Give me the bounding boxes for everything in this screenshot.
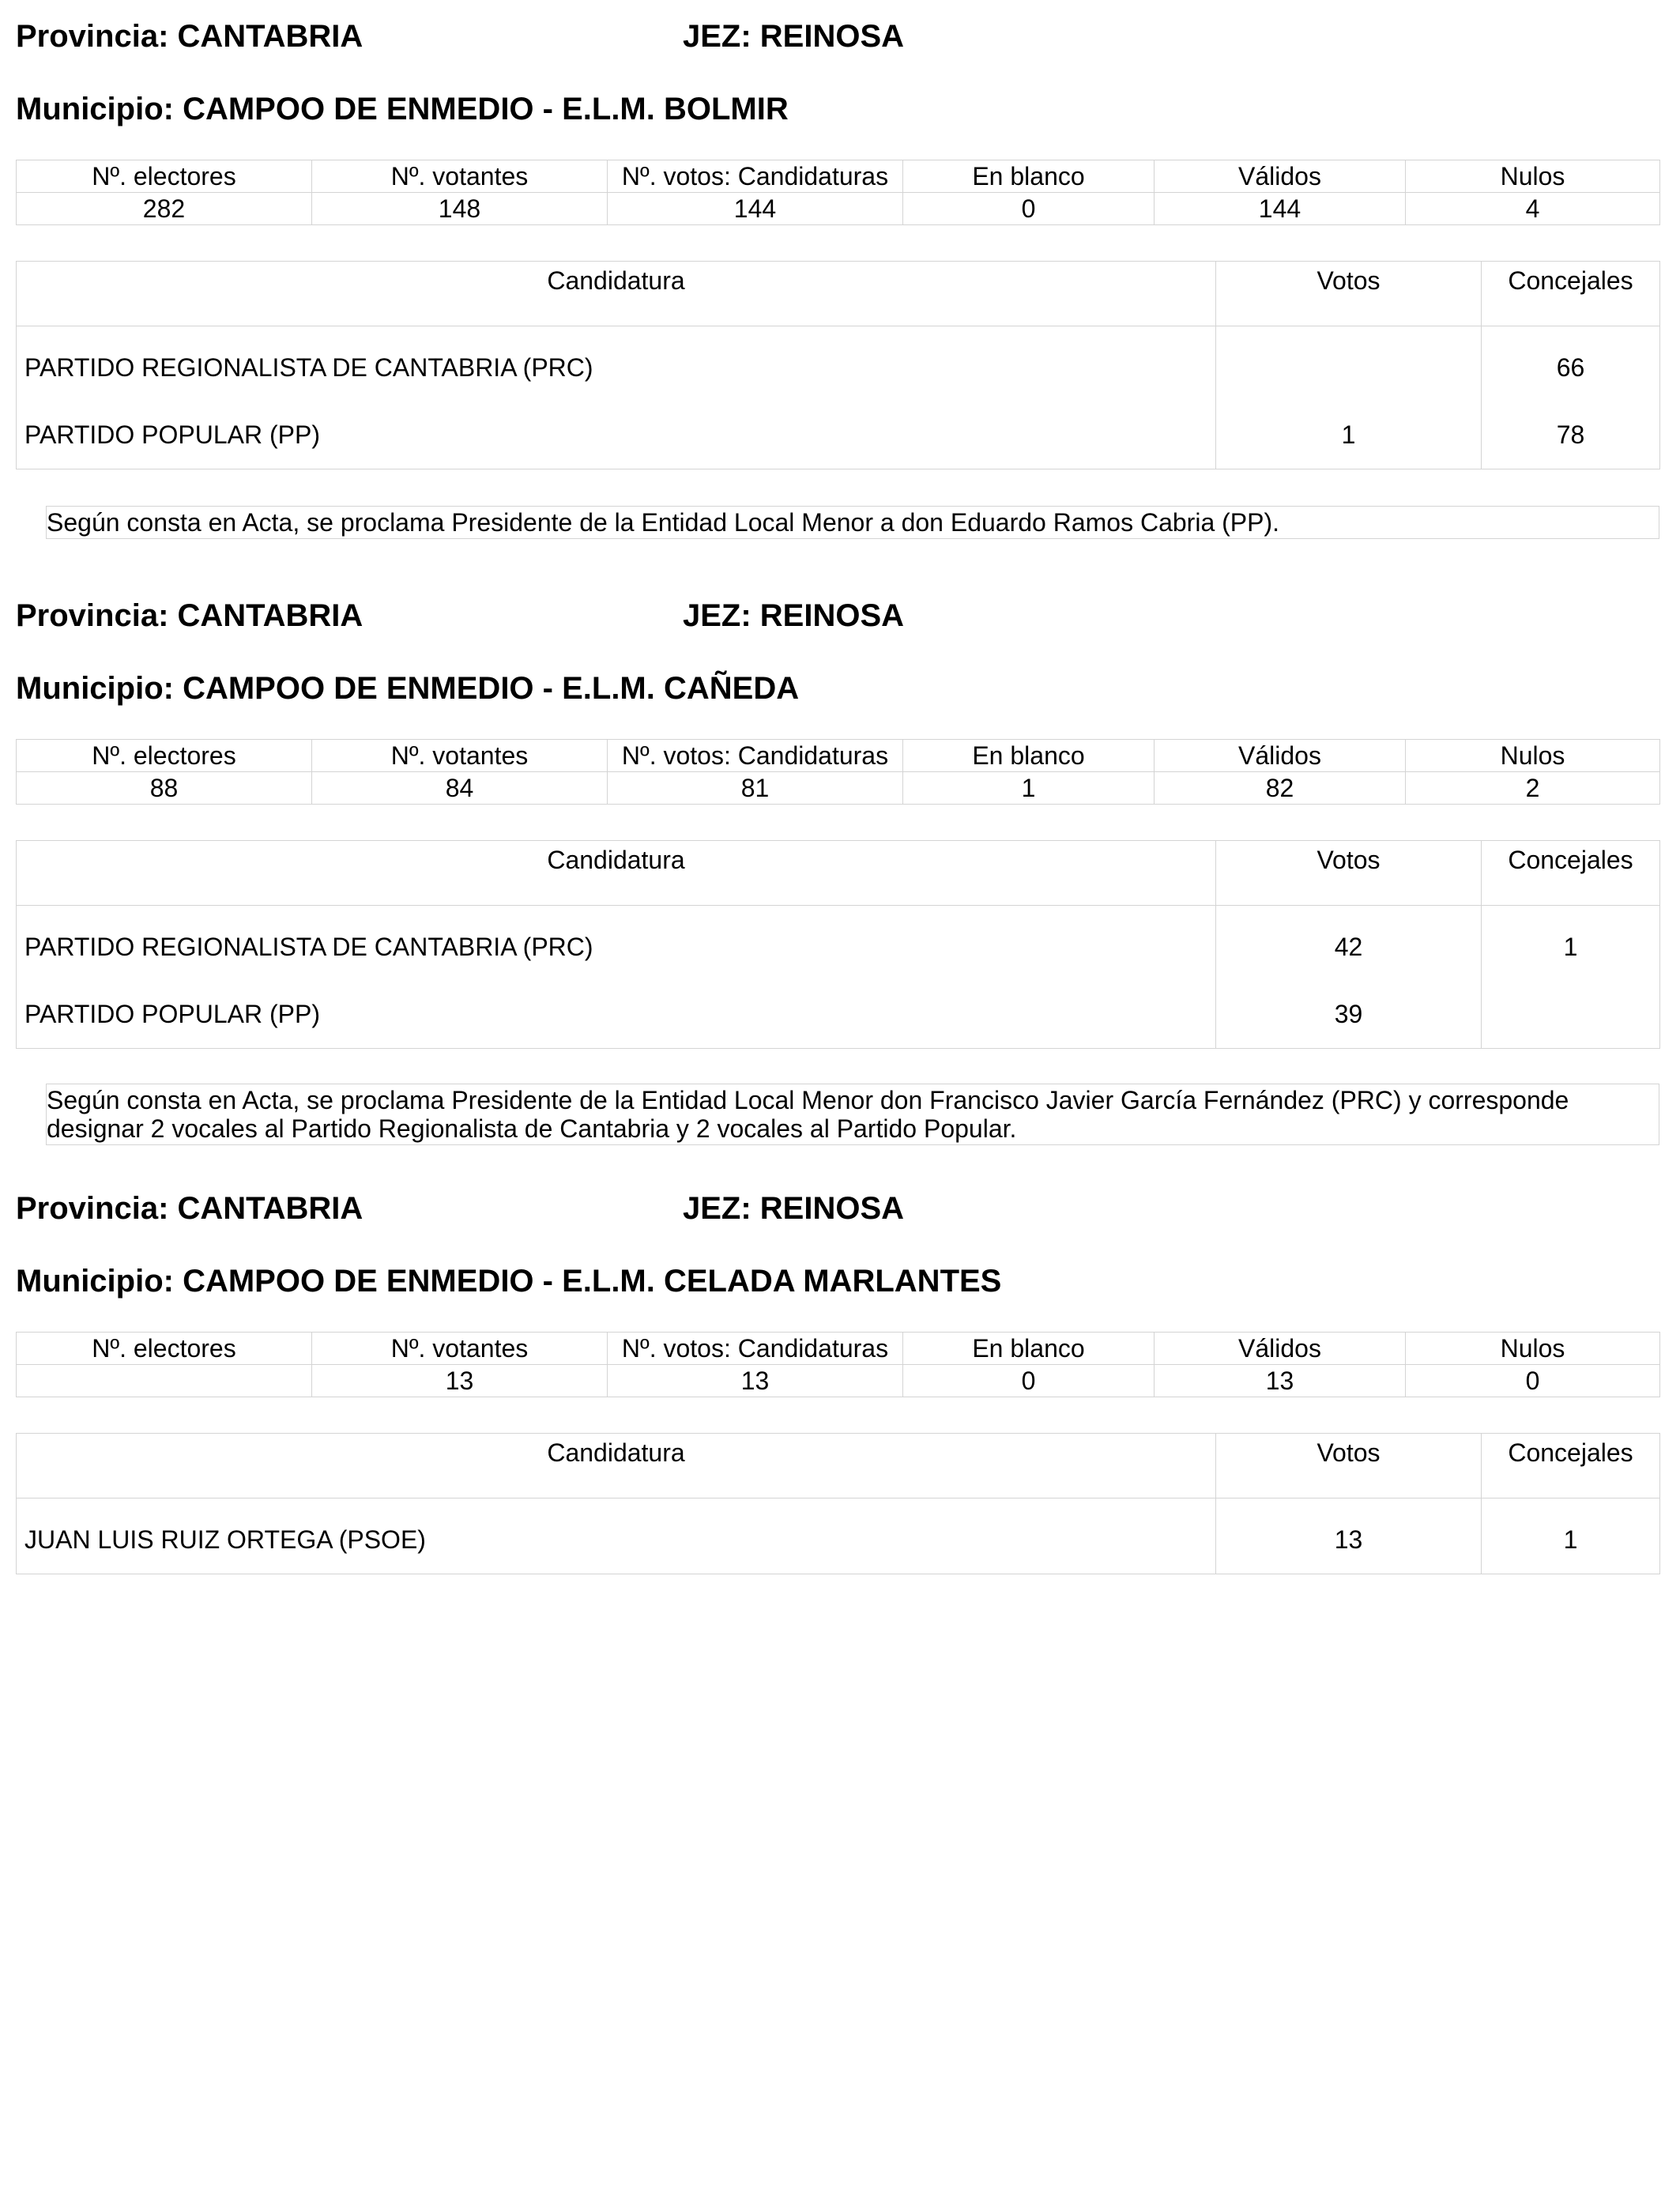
candidatura-table xyxy=(16,261,1660,469)
municipio-heading: Municipio: CAMPOO DE ENMEDIO - E.L.M. BOLMIR xyxy=(16,92,789,126)
concejales-header: Concejales xyxy=(1482,1434,1660,1498)
stats-value-electores: 88 xyxy=(17,772,312,805)
stats-value-votos-candidaturas: 144 xyxy=(608,193,903,225)
stats-value-electores: 282 xyxy=(17,193,312,225)
jez-heading: JEZ: REINOSA xyxy=(683,19,905,54)
stats-value-en-blanco: 1 xyxy=(903,772,1155,805)
votos-header: Votos xyxy=(1216,1434,1482,1498)
provincia-heading: Provincia: CANTABRIA xyxy=(16,598,363,633)
candidatura-votos: 42 xyxy=(1216,906,1482,982)
stats-table xyxy=(16,1332,1660,1397)
stats-header-electores: Nº. electores xyxy=(17,160,312,193)
provincia-heading: Provincia: CANTABRIA xyxy=(16,19,363,54)
stats-header-row xyxy=(17,740,1660,772)
candidatura-header: Candidatura xyxy=(17,841,1216,906)
table-row xyxy=(17,1498,1660,1574)
votos-header: Votos xyxy=(1216,841,1482,906)
stats-header-en-blanco: En blanco xyxy=(903,1333,1155,1365)
stats-value-validos: 13 xyxy=(1155,1365,1406,1397)
stats-header-votantes: Nº. votantes xyxy=(312,740,608,772)
candidatura-header-row xyxy=(17,841,1660,906)
stats-header-validos: Válidos xyxy=(1155,160,1406,193)
stats-value-en-blanco: 0 xyxy=(903,1365,1155,1397)
stats-value-votantes: 84 xyxy=(312,772,608,805)
candidatura-table xyxy=(16,840,1660,1049)
stats-header-votantes: Nº. votantes xyxy=(312,160,608,193)
stats-value-row xyxy=(17,193,1660,225)
stats-header-electores: Nº. electores xyxy=(17,1333,312,1365)
stats-value-votantes: 148 xyxy=(312,193,608,225)
candidatura-header-row xyxy=(17,1434,1660,1498)
stats-value-validos: 82 xyxy=(1155,772,1406,805)
candidatura-header-row xyxy=(17,262,1660,326)
stats-header-validos: Válidos xyxy=(1155,740,1406,772)
stats-value-row xyxy=(17,1365,1660,1397)
stats-header-row xyxy=(17,1333,1660,1365)
candidatura-concejales: 1 xyxy=(1482,906,1660,982)
stats-value-nulos: 0 xyxy=(1406,1365,1660,1397)
candidatura-header: Candidatura xyxy=(17,262,1216,326)
proclamation-note: Según consta en Acta, se proclama Presidente de la Entidad Local Menor don Francisco Javier García Fernández (PRC) y corresponde designar 2 vocales al Partido Regionalista de Cantabria y 2 vocales al Partido Popular. xyxy=(46,1084,1659,1145)
stats-value-row xyxy=(17,772,1660,805)
candidatura-name: JUAN LUIS RUIZ ORTEGA (PSOE) xyxy=(24,1525,426,1554)
concejales-header: Concejales xyxy=(1482,262,1660,326)
stats-header-votos-candidaturas: Nº. votos: Candidaturas xyxy=(608,160,903,193)
jez-heading: JEZ: REINOSA xyxy=(683,598,905,633)
candidatura-votos xyxy=(1216,326,1482,402)
stats-value-nulos: 4 xyxy=(1406,193,1660,225)
table-row xyxy=(17,326,1660,402)
candidatura-votos: 13 xyxy=(1216,1498,1482,1574)
stats-header-nulos: Nulos xyxy=(1406,1333,1660,1365)
stats-value-votantes: 13 xyxy=(312,1365,608,1397)
table-row xyxy=(17,401,1660,469)
candidatura-header: Candidatura xyxy=(17,1434,1216,1498)
votos-header: Votos xyxy=(1216,262,1482,326)
proclamation-note: Según consta en Acta, se proclama Presidente de la Entidad Local Menor a don Eduardo Ramos Cabria (PP). xyxy=(46,506,1659,539)
jez-heading: JEZ: REINOSA xyxy=(683,1191,905,1226)
stats-header-row xyxy=(17,160,1660,193)
candidatura-name: PARTIDO POPULAR (PP) xyxy=(24,1000,320,1028)
candidatura-concejales: 66 xyxy=(1482,326,1660,402)
candidatura-concejales: 1 xyxy=(1482,1498,1660,1574)
candidatura-table xyxy=(16,1433,1660,1574)
municipio-heading: Municipio: CAMPOO DE ENMEDIO - E.L.M. CELADA MARLANTES xyxy=(16,1264,1002,1299)
stats-table xyxy=(16,160,1660,225)
stats-value-validos: 144 xyxy=(1155,193,1406,225)
provincia-heading: Provincia: CANTABRIA xyxy=(16,1191,363,1226)
stats-value-electores xyxy=(17,1365,312,1397)
stats-header-votos-candidaturas: Nº. votos: Candidaturas xyxy=(608,1333,903,1365)
candidatura-votos: 1 xyxy=(1216,401,1482,469)
candidatura-name: PARTIDO REGIONALISTA DE CANTABRIA (PRC) xyxy=(24,353,593,382)
stats-value-en-blanco: 0 xyxy=(903,193,1155,225)
stats-header-votantes: Nº. votantes xyxy=(312,1333,608,1365)
stats-header-electores: Nº. electores xyxy=(17,740,312,772)
stats-value-nulos: 2 xyxy=(1406,772,1660,805)
stats-value-votos-candidaturas: 81 xyxy=(608,772,903,805)
stats-header-en-blanco: En blanco xyxy=(903,160,1155,193)
stats-header-nulos: Nulos xyxy=(1406,160,1660,193)
candidatura-concejales xyxy=(1482,981,1660,1049)
stats-value-votos-candidaturas: 13 xyxy=(608,1365,903,1397)
stats-header-nulos: Nulos xyxy=(1406,740,1660,772)
table-row xyxy=(17,981,1660,1049)
candidatura-name: PARTIDO REGIONALISTA DE CANTABRIA (PRC) xyxy=(24,933,593,961)
municipio-heading: Municipio: CAMPOO DE ENMEDIO - E.L.M. CAÑEDA xyxy=(16,671,800,706)
stats-header-validos: Válidos xyxy=(1155,1333,1406,1365)
candidatura-name: PARTIDO POPULAR (PP) xyxy=(24,420,320,449)
table-row xyxy=(17,906,1660,982)
stats-header-en-blanco: En blanco xyxy=(903,740,1155,772)
candidatura-concejales: 78 xyxy=(1482,401,1660,469)
stats-table xyxy=(16,739,1660,805)
candidatura-votos: 39 xyxy=(1216,981,1482,1049)
concejales-header: Concejales xyxy=(1482,841,1660,906)
stats-header-votos-candidaturas: Nº. votos: Candidaturas xyxy=(608,740,903,772)
